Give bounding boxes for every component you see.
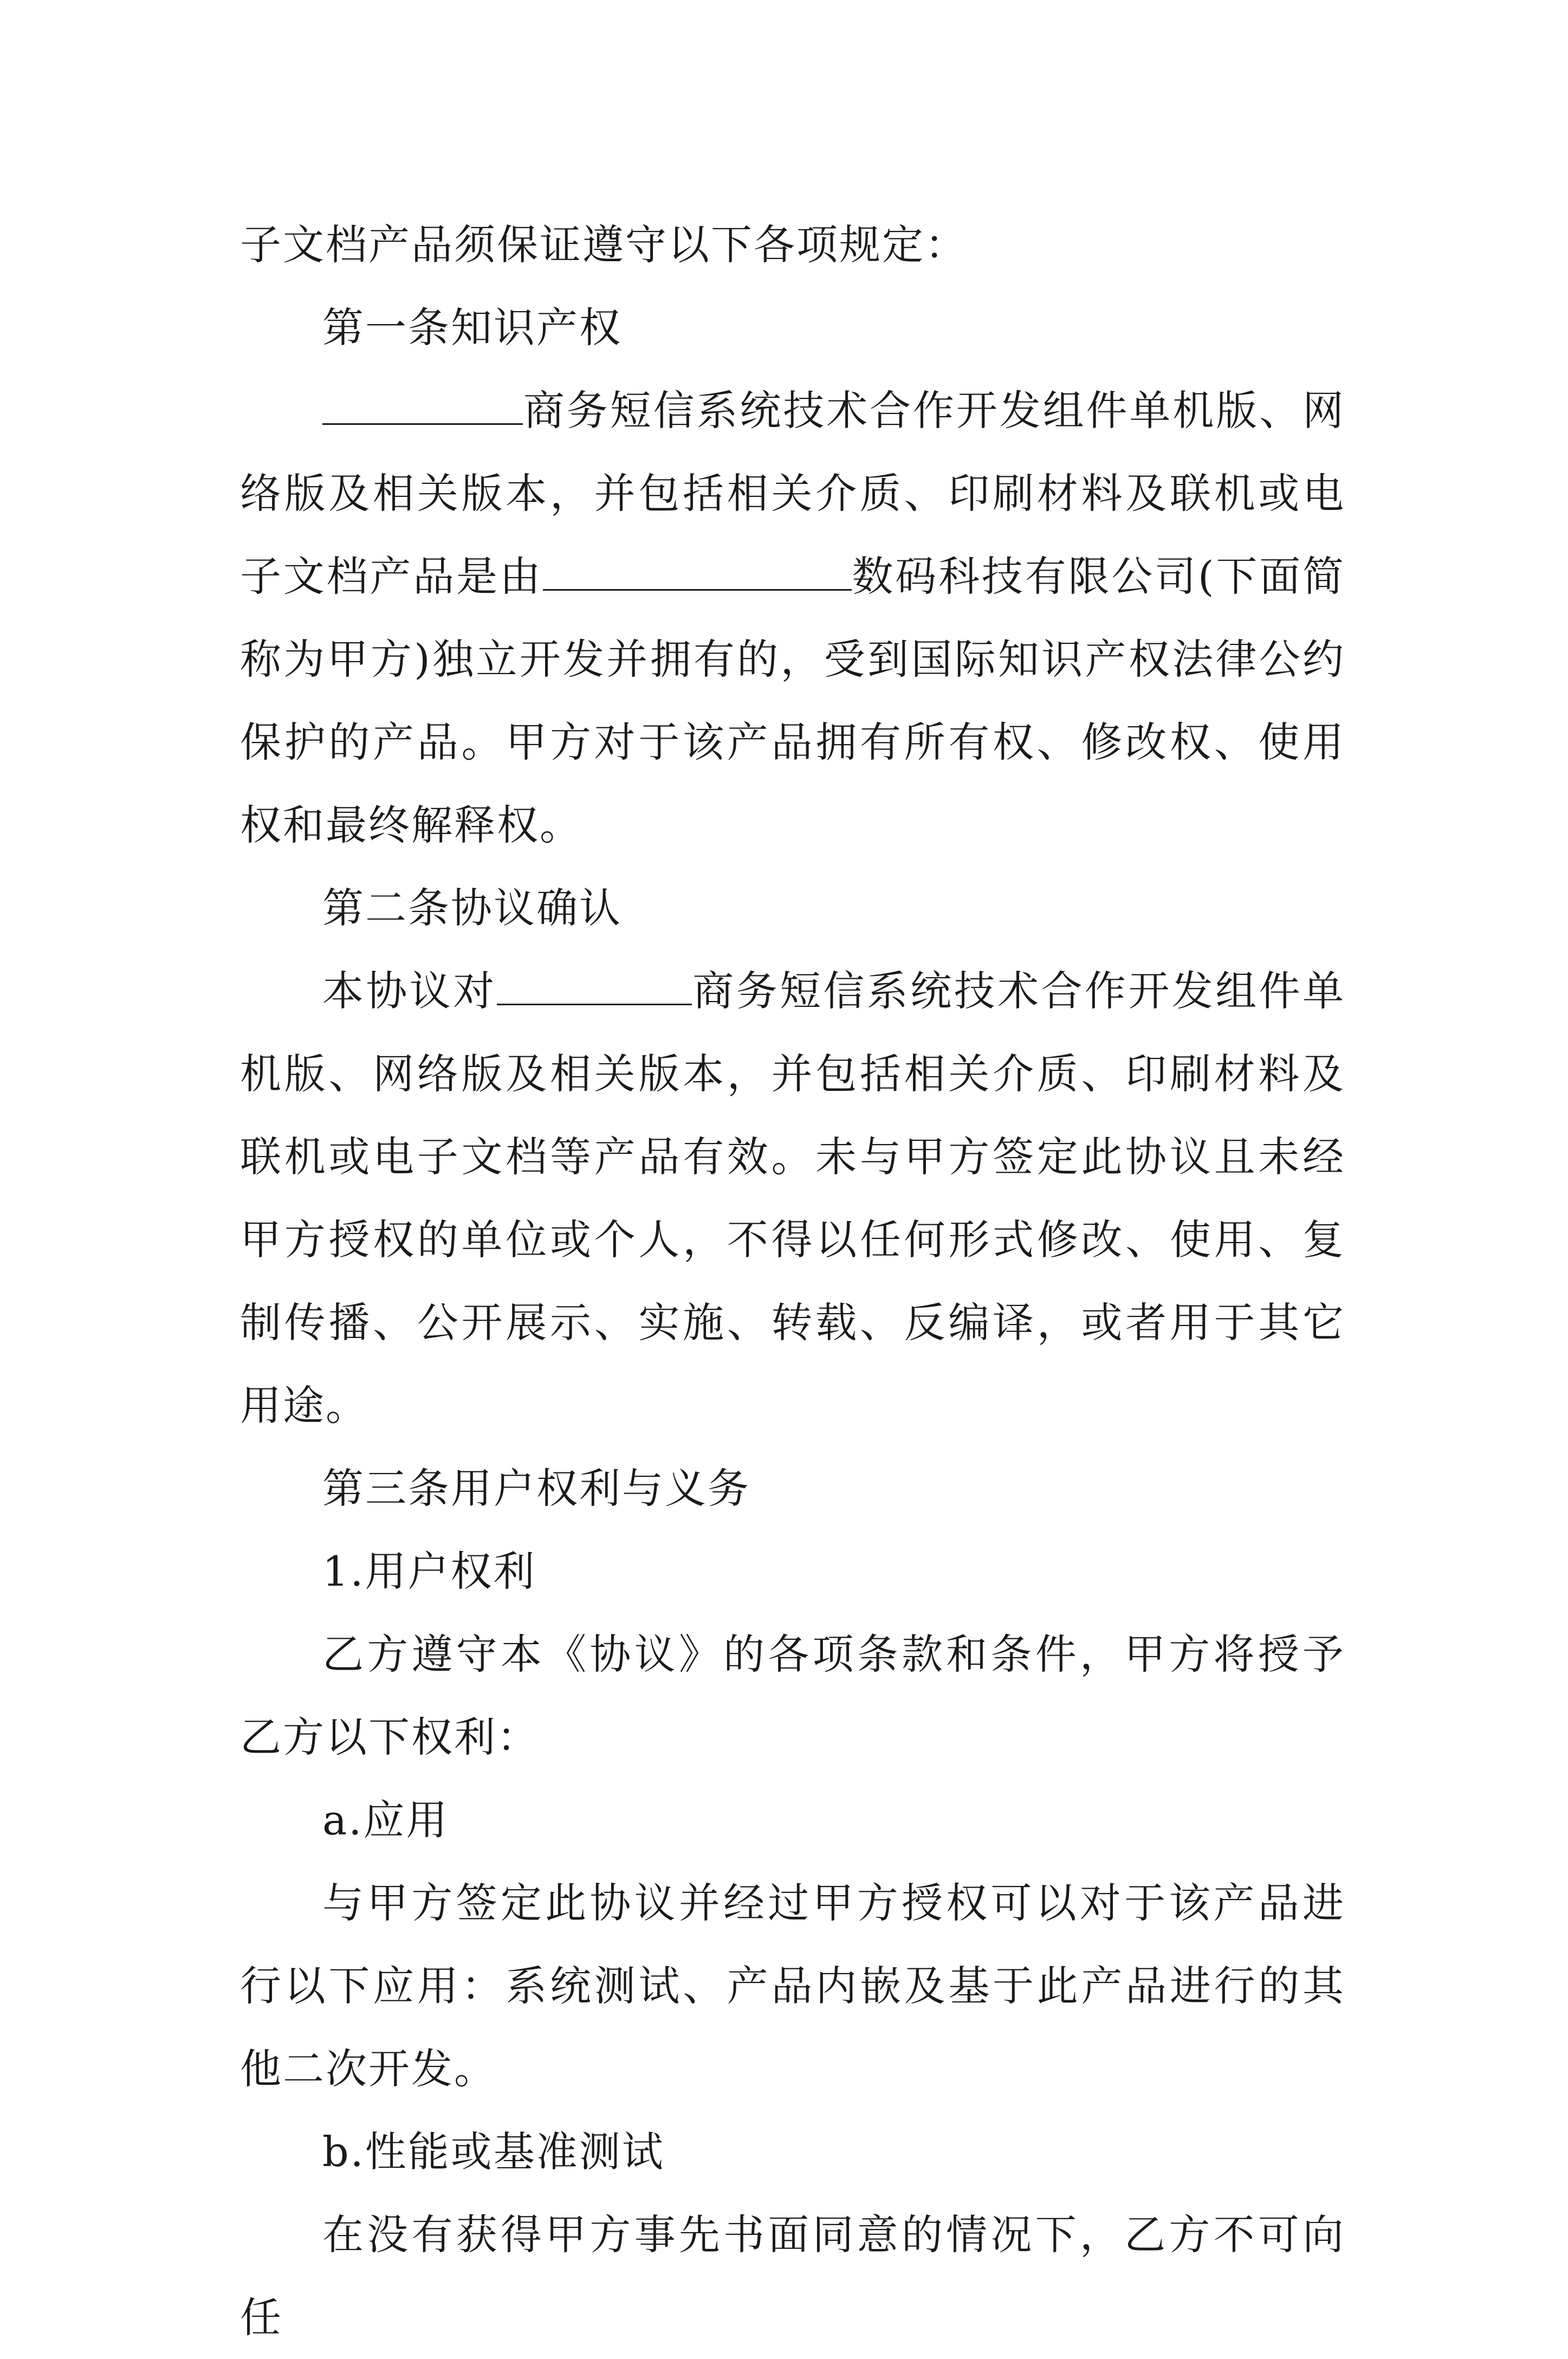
document-body: [240, 203, 1345, 2359]
article-2-paragraph: [240, 949, 1345, 1447]
item-a-paragraph: 与甲方签定此协议并经过甲方授权可以对于该产品进行以下应用：系统测试、产品内嵌及基于此产品进行的其他二次开发。: [240, 1879, 1345, 2093]
fill-in-blank-company[interactable]: [543, 557, 852, 591]
item-b-heading: b.性能或基准测试: [322, 2128, 665, 2176]
paragraph-intro-continuation: 子文档产品须保证遵守以下各项规定：: [240, 221, 968, 269]
article-1-text-a: 商务短信系统技术合作开发组件单机版、网络版及相关版本，并包括相关介质、印刷材料及联机或电子文档产品是由: [240, 386, 1345, 600]
article-3-heading: 第三条用户权利与义务: [322, 1464, 750, 1513]
article-1-paragraph: [240, 369, 1345, 867]
user-rights-paragraph: 乙方遵守本《协议》的各项条款和条件，甲方将授予乙方以下权利：: [240, 1630, 1345, 1761]
item-b-paragraph: 在没有获得甲方事先书面同意的情况下，乙方不可向任: [240, 2211, 1345, 2342]
article-2-heading: 第二条协议确认: [322, 884, 622, 932]
item-a-heading: a.应用: [322, 1796, 449, 1844]
article-2-text-a: 本协议对: [322, 967, 497, 1015]
article-1-heading: 第一条知识产权: [322, 303, 622, 352]
fill-in-blank-product-2[interactable]: [497, 971, 692, 1005]
article-1-text-b: 数码科技有限公司(下面简称为甲方)独立开发并拥有的，受到国际知识产权法律公约保护的产品。甲方对于该产品拥有所有权、修改权、使用权和最终解释权。: [240, 552, 1345, 849]
section-user-rights-heading: 1.用户权利: [322, 1547, 536, 1595]
fill-in-blank-product[interactable]: [322, 391, 523, 425]
article-2-text-b: 商务短信系统技术合作开发组件单机版、网络版及相关版本，并包括相关介质、印刷材料及联机或电子文档等产品有效。未与甲方签定此协议且未经甲方授权的单位或个人，不得以任何形式修改、使用、复制传播、公开展示、实施、转载、反编译，或者用于其它用途。: [240, 967, 1346, 1430]
